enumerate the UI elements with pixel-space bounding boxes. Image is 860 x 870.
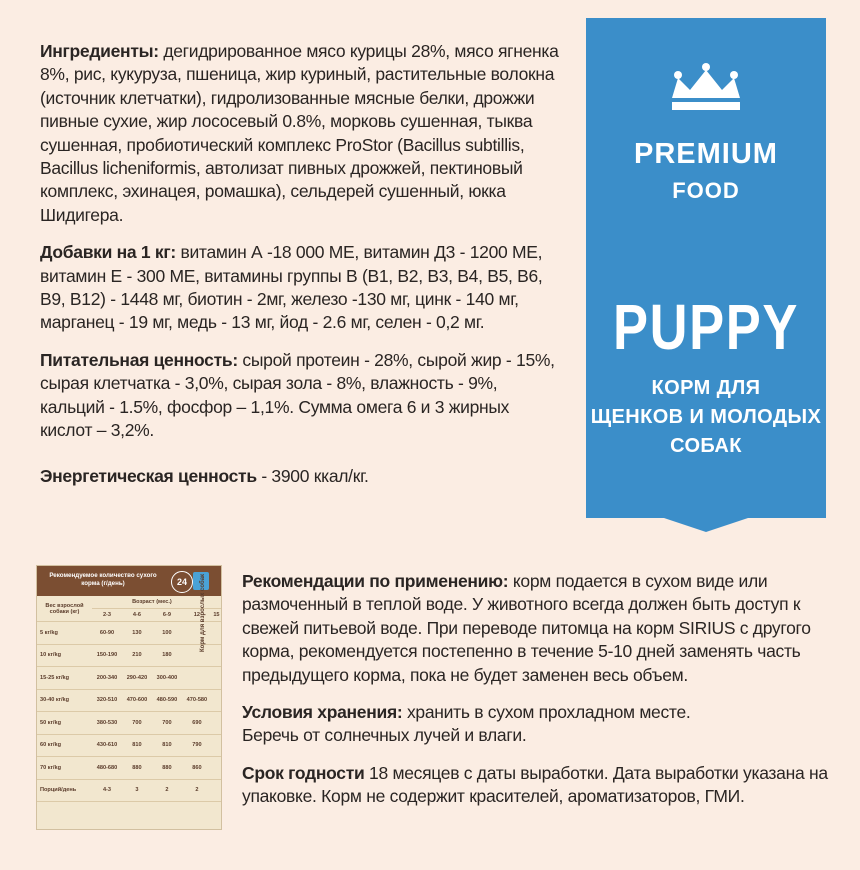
feeding-table-title: Рекомендуемое количество сухого корма (г/день) xyxy=(49,572,157,587)
nutrition-label: Питательная ценность: xyxy=(40,349,238,370)
age-col: 4-6 xyxy=(122,609,152,622)
feeding-grid xyxy=(37,596,221,802)
amount-cell: 690 xyxy=(182,712,212,735)
amount-cell: 2 xyxy=(152,779,182,802)
weight-cell: 70 кг/kg xyxy=(37,757,92,780)
age-header: Возраст (мес.) xyxy=(92,596,212,609)
amount-cell: 430-610 xyxy=(92,734,122,757)
age-col: 15 xyxy=(212,609,221,622)
amount-cell xyxy=(182,622,212,645)
amount-cell: 4-3 xyxy=(92,779,122,802)
shelf-life-label: Срок годности xyxy=(242,762,365,783)
age-col: 2-3 xyxy=(92,609,122,622)
side-cell xyxy=(212,644,221,667)
additives-label: Добавки на 1 кг: xyxy=(40,242,176,263)
amount-cell: 860 xyxy=(182,757,212,780)
adult-food-note: Корм для взрослых собак xyxy=(200,573,206,652)
side-cell xyxy=(212,689,221,712)
storage-text: хранить в сухом прохладном месте. xyxy=(402,702,691,723)
amount-cell: 880 xyxy=(122,757,152,780)
table-row xyxy=(37,622,221,645)
usage-text xyxy=(242,570,832,823)
storage-label: Условия хранения: xyxy=(242,702,403,723)
usage-text-body: корм подается в сухом виде или размоченный в теплой воде. У животного всегда должен быть доступ к свежей питьевой воде. При переводе питомца на корм SIRIUS с другого корма, рекомендуется постепенно в течение 5-10 дней заменять часть предыдущего корма, пока не будет заменен весь объем. xyxy=(242,571,811,685)
amount-cell: 880 xyxy=(152,757,182,780)
amount-cell: 700 xyxy=(122,712,152,735)
side-cell xyxy=(212,779,221,802)
additives-paragraph xyxy=(40,241,560,335)
weight-cell: 10 кг/kg xyxy=(37,644,92,667)
amount-cell: 810 xyxy=(152,734,182,757)
energy-paragraph xyxy=(40,465,560,488)
premium-label: PREMIUM xyxy=(634,138,778,170)
product-title: PUPPY xyxy=(612,291,800,363)
usage-paragraph xyxy=(242,570,832,687)
table-row xyxy=(37,712,221,735)
amount-cell: 290-420 xyxy=(122,667,152,690)
amount-cell: 180 xyxy=(152,644,182,667)
age-col: 12 xyxy=(182,609,212,622)
amount-cell: 130 xyxy=(122,622,152,645)
feeding-table-header xyxy=(37,566,221,596)
amount-cell: 150-190 xyxy=(92,644,122,667)
amount-cell: 210 xyxy=(122,644,152,667)
description-line: ЩЕНКОВ И МОЛОДЫХ xyxy=(590,406,822,428)
amount-cell: 790 xyxy=(182,734,212,757)
shelf-life-paragraph xyxy=(242,762,832,809)
amount-cell: 470-580 xyxy=(182,689,212,712)
ingredients-label: Ингредиенты: xyxy=(40,41,159,61)
amount-cell: 2 xyxy=(182,779,212,802)
nutrition-text: сырой протеин - 28%, сырой жир - 15%, сырая клетчатка - 3,0%, сырая зола - 8%, влажность - 9%, кальций - 1.5%, фосфор – 1,1%. Сумма омега 6 и 3 жирных кислот – 3,2%. xyxy=(40,349,555,441)
weight-cell: Порций/день xyxy=(37,779,92,802)
weight-cell: 60 кг/kg xyxy=(37,734,92,757)
amount-cell: 480-590 xyxy=(152,689,182,712)
storage-paragraph xyxy=(242,701,832,748)
table-row xyxy=(37,779,221,802)
table-row xyxy=(37,644,221,667)
weight-cell: 5 кг/kg xyxy=(37,622,92,645)
usage-label: Рекомендации по применению: xyxy=(242,571,509,591)
amount-cell xyxy=(182,644,212,667)
product-description xyxy=(586,374,826,461)
amount-cell: 60-90 xyxy=(92,622,122,645)
age-col: 6-9 xyxy=(152,609,182,622)
amount-cell: 100 xyxy=(152,622,182,645)
table-row xyxy=(37,689,221,712)
amount-cell: 470-600 xyxy=(122,689,152,712)
shelf-life-text: 18 месяцев с даты выработки. Дата выработки указана на упаковке. Корм не содержит красителей, ароматизаторов, ГМИ. xyxy=(242,762,828,807)
side-cell xyxy=(212,667,221,690)
description-line: СОБАК xyxy=(670,435,742,457)
table-row xyxy=(37,757,221,780)
side-cell xyxy=(212,712,221,735)
feeding-badge: 24 xyxy=(171,571,193,593)
weight-cell: 50 кг/kg xyxy=(37,712,92,735)
food-label: FOOD xyxy=(672,178,740,203)
amount-cell: 810 xyxy=(122,734,152,757)
feeding-table xyxy=(36,565,222,830)
amount-cell: 380-530 xyxy=(92,712,122,735)
side-cell xyxy=(212,622,221,645)
storage-text-2: Беречь от солнечных лучей и влаги. xyxy=(242,725,527,746)
amount-cell: 700 xyxy=(152,712,182,735)
amount-cell: 480-680 xyxy=(92,757,122,780)
ingredients-text: дегидрированное мясо курицы 28%, мясо ягненка 8%, рис, кукуруза, пшеница, жир куриный, растительные волокна (источник клетчатки), гидролизованные мясные белки, дрожжи пивные сухие, жир лососевый 0.8%, морковь сушенная, тыква сушенная, пробиотический комплекс ProStor (Bacillus subtillis, Bacillus licheniformis, автолизат пивных дрожжей, пектиновый комплекс, эхинацея, ромашка), сельдерей сушенный, юкка Шидигера. xyxy=(40,41,559,225)
nutrition-paragraph xyxy=(40,349,560,443)
amount-cell: 320-510 xyxy=(92,689,122,712)
weight-cell: 30-40 кг/kg xyxy=(37,689,92,712)
premium-banner xyxy=(586,18,826,532)
amount-cell: 200-340 xyxy=(92,667,122,690)
description-line: КОРМ ДЛЯ xyxy=(651,377,761,399)
weight-cell: 15-25 кг/kg xyxy=(37,667,92,690)
additives-text: витамин А -18 000 МЕ, витамин Д3 - 1200 МЕ, витамин Е - 300 МЕ, витамины группы В (В1, В2, В3, В4, В5, В6, В9, В12) - 1448 мг, биотин - 2мг, железо -130 мг, цинк - 140 мг, марганец - 19 мг, медь - 13 мг, йод - 2.6 мг, селен - 0,2 мг. xyxy=(40,242,543,333)
table-row xyxy=(37,734,221,757)
table-row xyxy=(37,667,221,690)
ingredients-paragraph xyxy=(40,40,560,227)
energy-text: - 3900 ккал/кг. xyxy=(256,465,369,486)
energy-label: Энергетическая ценность xyxy=(40,465,257,486)
weight-header: Вес взрослой собаки (кг) xyxy=(37,596,92,622)
composition-text xyxy=(40,40,560,502)
amount-cell xyxy=(182,667,212,690)
side-cell xyxy=(212,757,221,780)
amount-cell: 300-400 xyxy=(152,667,182,690)
amount-cell: 3 xyxy=(122,779,152,802)
blank-header xyxy=(212,596,221,609)
side-cell xyxy=(212,734,221,757)
